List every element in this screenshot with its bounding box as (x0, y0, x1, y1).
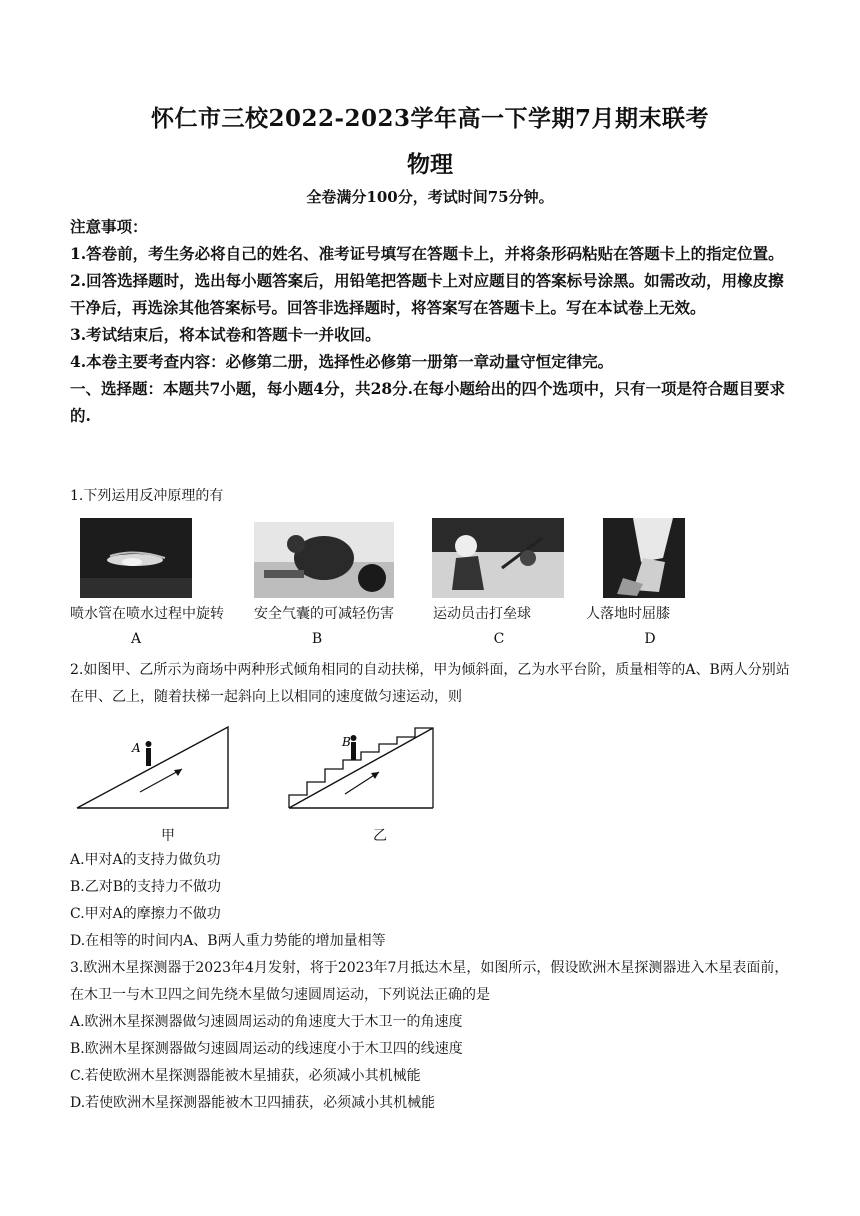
sprinkler-photo (80, 518, 192, 598)
notice-section (70, 213, 795, 429)
option-letter: A (130, 631, 142, 647)
option-caption: 运动员击打垒球 (433, 606, 531, 622)
option-b: B.欧洲木星探测器做匀速圆周运动的线速度小于木卫四的线速度 (70, 1041, 463, 1057)
notice-item: 1.答卷前，考生务必将自己的姓名、准考证号填写在答题卡上，并将条形码粘贴在答题卡上的指定位置。 (70, 244, 784, 263)
question-1-stem: 1.下列运用反冲原理的有 (70, 488, 224, 504)
option-caption: 喷水管在喷水过程中旋转 (70, 606, 224, 622)
question-2-options (70, 847, 795, 955)
airbag-photo (254, 522, 394, 598)
option-letter: B (311, 631, 323, 647)
escalator-steps-figure (287, 722, 439, 812)
exam-title: 怀仁市三校2022-2023学年高一下学期7月期末联考 (150, 105, 710, 132)
option-letter: D (644, 631, 656, 647)
figure-b-label: 乙 (373, 828, 387, 844)
question-3 (70, 955, 795, 1117)
question-3-text: 3.欧洲木星探测器于2023年4月发射，将于2023年7月抵达木星，如图所示，假设欧洲木星探测器进入木星表面前，在木卫一与木卫四之间先绕木星做匀速圆周运动，下列说法正确的是 (70, 960, 789, 1003)
option-d: D.在相等的时间内A、B两人重力势能的增加量相等 (70, 933, 386, 949)
option-letter: C (493, 631, 505, 647)
option-a: A.甲对A的支持力做负功 (70, 852, 221, 868)
notice-item: 4.本卷主要考查内容：必修第二册，选择性必修第一册第一章动量守恒定律完。 (70, 352, 614, 371)
option-b: B.乙对B的支持力不做功 (70, 879, 222, 895)
option-caption: 安全气囊的可减轻伤害 (254, 606, 394, 622)
option-a: A.欧洲木星探测器做匀速圆周运动的角速度大于木卫一的角速度 (70, 1014, 463, 1030)
exam-meta: 全卷满分100分，考试时间75分钟。 (306, 188, 554, 206)
notice-item: 3.考试结束后，将本试卷和答题卡一并收回。 (70, 325, 381, 344)
option-d: D.若使欧洲木星探测器能被木卫四捕获，必须减小其机械能 (70, 1095, 436, 1111)
notice-item: 2.回答选择题时，选出每小题答案后，用铅笔把答题卡上对应题目的答案标号涂黑。如需改动，用橡皮擦干净后，再选涂其他答案标号。回答非选择题时，将答案写在答题卡上。写在本试卷上无效。 (70, 271, 784, 317)
point-b-label: B (342, 735, 351, 749)
option-c: C.若使欧洲木星探测器能被木星捕获，必须减小其机械能 (70, 1068, 421, 1084)
question-2-text: 2.如图甲、乙所示为商场中两种形式倾角相同的自动扶梯，甲为倾斜面，乙为水平台阶，质量相等的A、B两人分别站在甲、乙上，随着扶梯一起斜向上以相同的速度做匀速运动，则 (70, 662, 790, 705)
question-2-stem (70, 657, 795, 711)
notice-heading: 注意事项： (70, 217, 148, 236)
subject-title: 物理 (407, 151, 453, 178)
figure-a-label: 甲 (161, 828, 175, 844)
point-a-label: A (132, 741, 141, 755)
option-c: C.甲对A的摩擦力不做功 (70, 906, 221, 922)
baseball-photo (432, 518, 564, 598)
section-heading: 一、选择题：本题共7小题，每小题4分，共28分.在每小题给出的四个选项中，只有一项是符合题目要求的. (70, 379, 786, 425)
escalator-slope-figure (74, 722, 234, 812)
landing-photo (603, 518, 685, 598)
option-caption: 人落地时屈膝 (586, 606, 670, 622)
